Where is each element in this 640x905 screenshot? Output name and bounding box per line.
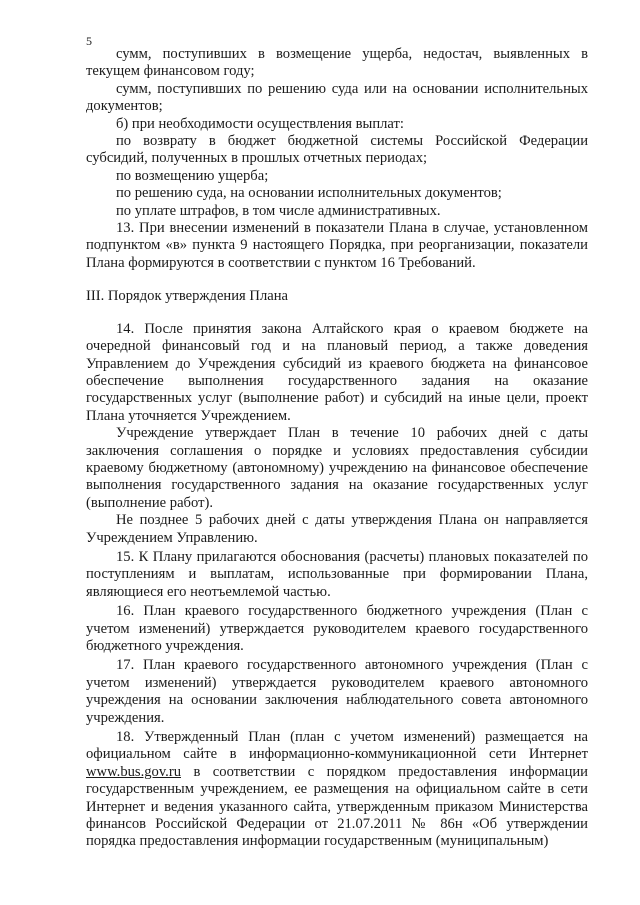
document-body — [86, 46, 588, 851]
paragraph-13: 13. При внесении изменений в показатели Плана в случае, установленном подпунктом «в» пункта 9 настоящего Порядка, при реорганизации, показатели Плана формируются в соответствии с пунктом 16 Требований. — [86, 220, 588, 271]
section-heading: III. Порядок утверждения Плана — [86, 288, 288, 305]
paragraph-sending-deadline: Не позднее 5 рабочих дней с даты утверждения Плана он направляется Учреждением Управлению. — [86, 512, 588, 546]
paragraph-fines: по уплате штрафов, в том числе административных. — [116, 202, 441, 219]
paragraph-damage-sums: сумм, поступивших в возмещение ущерба, недостач, выявленных в текущем финансовом году; — [86, 46, 588, 80]
paragraph-16: 16. План краевого государственного бюджетного учреждения (План с учетом изменений) утверждается руководителем краевого государственного бюджетного учреждения. — [86, 603, 588, 654]
paragraph-15: 15. К Плану прилагаются обоснования (расчеты) плановых показателей по поступлениям и выплатам, использованные при формировании Плана, являющиеся его неотъемлемой частью. — [86, 548, 588, 600]
paragraph-court-sums: сумм, поступивших по решению суда или на основании исполнительных документов; — [86, 80, 588, 115]
paragraph-18-text-start: 18. Утвержденный План (план с учетом изменений) размещается на официальном сайте в информационно-коммуникационной сети Интернет — [86, 729, 588, 763]
bus-gov-link[interactable]: www.bus.gov.ru — [86, 763, 181, 780]
paragraph-damage-compensation: по возмещению ущерба; — [116, 167, 269, 184]
paragraph-14: 14. После принятия закона Алтайского края о краевом бюджете на очередной финансовый год и на плановый период, а также доведения Управлением до Учреждения субсидий из краевого бюджета на финансовое обеспечение выполнения государственного задания на оказание государственных услуг (выполнение работ) и субсидий на иные цели, проект Плана уточняется Учреждением. — [86, 320, 588, 424]
paragraph-budget-return: по возврату в бюджет бюджетной системы Российской Федерации субсидий, полученных в прошлых отчетных периодах; — [86, 133, 588, 167]
paragraph-18-text-end: в соответствии с порядком предоставления информации государственным учреждением, ее размещения на официальном сайте в сети Интернет и ведения указанного сайта, утвержденным приказом Министерства финансов Российской Федерации от 21.07.2011 № 86н «Об утверждении порядка предоставления информации государственным (муниципальным) — [86, 763, 588, 850]
paragraph-court-decision: по решению суда, на основании исполнительных документов; — [116, 185, 502, 202]
page-number: 5 — [86, 34, 92, 48]
paragraph-approval-term: Учреждение утверждает План в течение 10 рабочих дней с даты заключения соглашения о порядке и условиях предоставления субсидии краевому бюджетному (автономному) учреждению на финансовое обеспечение выполнения государственного задания на оказание государственных услуг (выполнение работ). — [86, 425, 588, 511]
paragraph-payments-intro: б) при необходимости осуществления выплат: — [116, 115, 404, 132]
paragraph-18 — [86, 729, 588, 851]
paragraph-17: 17. План краевого государственного автономного учреждения (План с учетом изменений) утверждается руководителем краевого автономного учреждения на основании заключения наблюдательного совета автономного учреждения. — [86, 657, 588, 726]
